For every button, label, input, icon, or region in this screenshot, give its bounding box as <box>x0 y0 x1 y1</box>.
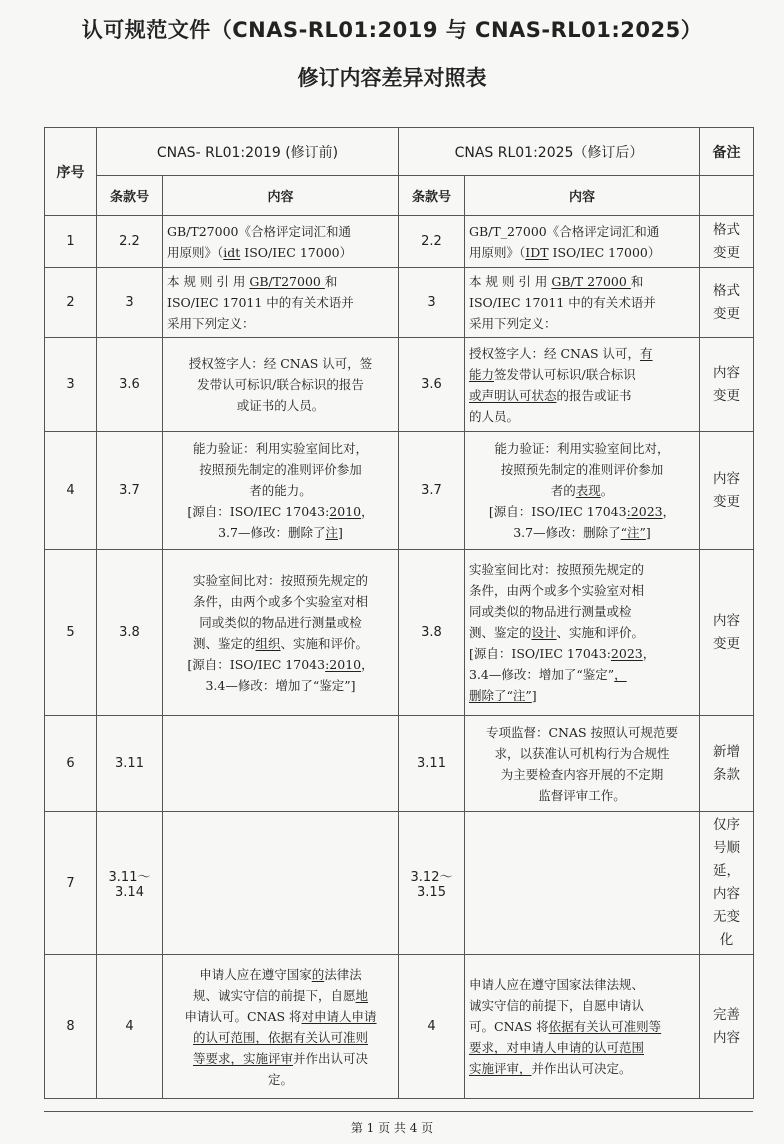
old-clause-number: 3.11～ 3.14 <box>97 812 163 955</box>
content-line <box>167 242 394 263</box>
content-line <box>469 1037 695 1058</box>
content-line <box>469 559 695 580</box>
content-line <box>167 438 394 459</box>
content-text: 测、鉴定的 <box>192 635 256 651</box>
comparison-table <box>44 127 754 1099</box>
changed-text: GB/T27000 <box>249 274 325 289</box>
content-line <box>167 612 394 633</box>
new-clause-number: 2.2 <box>399 216 465 268</box>
remark-cell: 新增条款 <box>700 716 754 812</box>
changed-text: 等要求，实施评审 <box>192 1050 293 1066</box>
content-text: ] <box>338 525 343 540</box>
content-line <box>469 974 695 995</box>
content-text: 的人员。 <box>469 408 520 424</box>
page-footer: 第 1 页 共 4 页 <box>350 1121 434 1135</box>
content-line <box>167 1069 394 1090</box>
old-clause-number: 3.7 <box>97 432 163 550</box>
header-old-clause: 条款号 <box>97 176 163 216</box>
changed-text: 删除了“注” <box>469 688 532 703</box>
content-line <box>167 221 394 242</box>
new-content <box>465 812 700 955</box>
content-text: 用原则》（ <box>469 244 526 260</box>
new-content <box>465 955 700 1099</box>
content-line <box>469 501 695 522</box>
changed-text: 注 <box>325 525 338 540</box>
content-line <box>469 292 695 313</box>
changed-text: :2010 <box>325 656 362 672</box>
old-content <box>163 550 399 716</box>
content-text: 、实施和评价。 <box>556 625 645 640</box>
new-content <box>465 716 700 812</box>
content-text: 3.7—修改：删除了 <box>513 525 621 540</box>
changed-text: 实施评审， <box>469 1061 532 1076</box>
changed-text: 的 <box>311 966 325 982</box>
content-text: 的报告或证书 <box>556 387 632 403</box>
changed-text: 能力 <box>469 366 495 382</box>
content-line <box>167 522 394 543</box>
content-text: [源自：ISO/IEC 17043 <box>488 504 627 519</box>
content-text: 定。 <box>267 1071 293 1087</box>
content-text: ] <box>645 525 651 540</box>
content-text: 和 <box>324 274 338 289</box>
content-line <box>469 601 695 622</box>
new-content <box>465 216 700 268</box>
header-old-content: 内容 <box>163 176 399 216</box>
content-line <box>469 764 695 785</box>
content-text: 求，以获准认可机构行为合规性 <box>494 745 670 761</box>
content-line <box>167 964 394 985</box>
content-text: 采用下列定义： <box>469 316 557 331</box>
changed-text: 2010 <box>329 504 362 519</box>
content-text: ] <box>531 688 537 703</box>
content-line <box>167 633 394 654</box>
changed-text: 设计 <box>531 625 557 640</box>
row-number: 8 <box>45 955 97 1099</box>
row-number: 3 <box>45 338 97 432</box>
table-row <box>45 812 754 955</box>
content-line <box>167 675 394 696</box>
content-line <box>469 438 695 459</box>
content-line <box>469 1058 695 1079</box>
content-line <box>469 406 695 427</box>
table-row <box>45 550 754 716</box>
content-text: 能力验证：利用实验室间比对， <box>192 441 368 456</box>
content-text: 测、鉴定的 <box>469 625 532 640</box>
content-line <box>469 522 695 543</box>
changed-text: 地 <box>355 987 369 1003</box>
header-remark: 备注 <box>700 128 754 176</box>
new-clause-number: 4 <box>399 955 465 1099</box>
changed-text: 2023 <box>610 646 643 661</box>
new-clause-number: 3.7 <box>399 432 465 550</box>
content-text: ， <box>361 656 374 672</box>
content-line <box>167 395 394 416</box>
content-text: 本 规 则 引 用 <box>167 274 250 289</box>
content-line <box>469 385 695 406</box>
content-text: 为主要检查内容开展的不定期 <box>500 766 664 782</box>
changed-text: GB/T 27000 <box>551 274 631 289</box>
content-text: 或证书的人员。 <box>236 398 325 413</box>
header-old-version: CNAS- RL01:2019 (修订前) <box>97 128 399 176</box>
document-title-line2: 修订内容差异对照表 <box>297 66 487 90</box>
content-text: 条件，由两个或多个实验室对相 <box>192 593 368 609</box>
content-text: 规、诚实守信的前提下，自愿 <box>192 987 356 1003</box>
remark-cell: 仅序号顺延，内容无变化 <box>700 812 754 955</box>
header-remark-empty <box>700 176 754 216</box>
remark-cell: 内容变更 <box>700 338 754 432</box>
content-text: 实验室间比对：按照预先规定的 <box>469 562 645 577</box>
content-line <box>469 995 695 1016</box>
content-line <box>469 459 695 480</box>
content-line <box>469 785 695 806</box>
changed-text: 或声明认可状态 <box>469 387 557 403</box>
content-line <box>469 271 695 292</box>
content-text: ， <box>662 504 676 519</box>
content-line <box>167 591 394 612</box>
content-text: ISO/IEC 17011 中的有关术语并 <box>469 295 656 310</box>
content-text: 本 规 则 引 用 <box>469 274 552 289</box>
remark-cell: 格式变更 <box>700 268 754 338</box>
row-number: 4 <box>45 432 97 550</box>
content-line <box>167 654 394 675</box>
content-text: 条件，由两个或多个实验室对相 <box>469 583 645 598</box>
content-text: 同或类似的物品进行测量或检 <box>199 614 362 630</box>
content-text: 签发带认可标识/联合标识 <box>494 366 636 382</box>
old-content <box>163 268 399 338</box>
new-clause-number: 3.11 <box>399 716 465 812</box>
table-row <box>45 268 754 338</box>
content-line <box>167 1048 394 1069</box>
new-clause-number: 3.12～ 3.15 <box>399 812 465 955</box>
changed-text: :2023 <box>626 504 663 519</box>
old-content <box>163 216 399 268</box>
content-line <box>469 313 695 334</box>
changed-text: 组织 <box>255 635 281 651</box>
changed-text: IDT <box>525 244 549 260</box>
table-row <box>45 955 754 1099</box>
content-text: 授权签字人：经 CNAS 认可， <box>469 345 641 361</box>
content-text: 实验室间比对：按照预先规定的 <box>192 572 368 588</box>
content-line <box>167 570 394 591</box>
new-content <box>465 268 700 338</box>
content-text: 3.4—修改：增加了“鉴定”] <box>205 677 356 693</box>
changed-text: 有 <box>640 345 653 361</box>
changed-text: 要求，对申请人申请的认可范围 <box>469 1040 645 1055</box>
content-text: ， <box>361 504 374 519</box>
content-text: 申请人应在遵守国家 <box>199 966 312 982</box>
remark-cell: 完善内容 <box>700 955 754 1099</box>
new-content <box>465 432 700 550</box>
content-line <box>167 271 394 292</box>
content-text: 者的能力。 <box>249 483 312 498</box>
old-clause-number: 3.11 <box>97 716 163 812</box>
content-line <box>167 353 394 374</box>
content-line <box>469 364 695 385</box>
table-row <box>45 338 754 432</box>
content-text: 者的 <box>550 483 576 498</box>
row-number: 5 <box>45 550 97 716</box>
content-line <box>167 374 394 395</box>
table-row <box>45 216 754 268</box>
content-text: GB/T27000《合格评定词汇和通 <box>167 223 351 239</box>
content-line <box>167 292 394 313</box>
content-text: 监督评审工作。 <box>538 787 626 803</box>
content-text: 。 <box>600 483 614 498</box>
content-line <box>469 685 695 706</box>
content-text: 申请人应在遵守国家法律法规、 <box>469 977 645 992</box>
content-text: 申请认可。CNAS 将 <box>184 1008 302 1024</box>
row-number: 6 <box>45 716 97 812</box>
content-text: GB/T_27000《合格评定词汇和通 <box>469 223 660 239</box>
content-line <box>469 664 695 685</box>
new-clause-number: 3.6 <box>399 338 465 432</box>
remark-cell: 格式变更 <box>700 216 754 268</box>
content-text: 用原则》（ <box>167 244 224 260</box>
content-line <box>167 480 394 501</box>
old-content <box>163 812 399 955</box>
content-line <box>167 1027 394 1048</box>
changed-text: 的认可范围，依据有关认可准则 <box>192 1029 368 1045</box>
content-text: 并作出认可决定。 <box>531 1061 632 1076</box>
content-line <box>469 1016 695 1037</box>
table-body <box>45 216 754 1099</box>
content-line <box>469 221 695 242</box>
content-text: 能力验证：利用实验室间比对， <box>494 441 670 456</box>
footer-divider <box>44 1111 753 1112</box>
content-text: [源自：ISO/IEC 17043 <box>187 656 326 672</box>
content-line <box>167 985 394 1006</box>
content-text: 诚实守信的前提下，自愿申请认 <box>469 998 645 1013</box>
changed-text: 对申请人申请 <box>301 1008 377 1024</box>
changed-text: 依据有关认可准则等 <box>548 1019 662 1034</box>
content-text: 按照预先制定的准则评价参加 <box>199 462 362 477</box>
content-text: [源自：ISO/IEC 17043: <box>187 504 330 519</box>
old-clause-number: 3.6 <box>97 338 163 432</box>
old-content <box>163 955 399 1099</box>
content-line <box>469 480 695 501</box>
content-text: 按照预先制定的准则评价参加 <box>500 462 664 477</box>
table-row <box>45 432 754 550</box>
content-text: ， <box>642 646 656 661</box>
content-text: 采用下列定义： <box>167 316 255 331</box>
content-line <box>167 313 394 334</box>
content-text: 和 <box>630 274 644 289</box>
old-clause-number: 4 <box>97 955 163 1099</box>
content-text: 3.4—修改：增加了“鉴定” <box>469 667 615 682</box>
old-content <box>163 432 399 550</box>
content-line <box>469 643 695 664</box>
content-text: 可。CNAS 将 <box>469 1019 549 1034</box>
content-line <box>167 1006 394 1027</box>
document-title-line1: 认可规范文件（CNAS-RL01:2019 与 CNAS-RL01:2025） <box>81 18 703 42</box>
content-text: ISO/IEC 17000） <box>548 244 661 260</box>
old-clause-number: 3.8 <box>97 550 163 716</box>
row-number: 2 <box>45 268 97 338</box>
content-text: 同或类似的物品进行测量或检 <box>469 604 632 619</box>
content-text: 发带认可标识/联合标识的报告 <box>197 377 364 392</box>
content-text: ISO/IEC 17011 中的有关术语并 <box>167 295 354 310</box>
content-text: 并作出认可决 <box>293 1050 369 1066</box>
content-text: 、实施和评价。 <box>280 635 369 651</box>
content-line <box>469 242 695 263</box>
new-clause-number: 3.8 <box>399 550 465 716</box>
old-clause-number: 3 <box>97 268 163 338</box>
content-line <box>469 622 695 643</box>
new-content <box>465 550 700 716</box>
content-line <box>167 459 394 480</box>
header-seq: 序号 <box>45 128 97 216</box>
content-text: 授权签字人：经 CNAS 认可，签 <box>188 356 373 371</box>
row-number: 7 <box>45 812 97 955</box>
row-number: 1 <box>45 216 97 268</box>
new-clause-number: 3 <box>399 268 465 338</box>
old-content <box>163 716 399 812</box>
content-line <box>469 722 695 743</box>
content-text: 3.7—修改：删除了 <box>218 525 326 540</box>
content-text: [源自：ISO/IEC 17043: <box>469 646 611 661</box>
remark-cell: 内容变更 <box>700 550 754 716</box>
content-line <box>167 501 394 522</box>
content-line <box>469 743 695 764</box>
changed-text: 表现 <box>575 483 601 498</box>
header-new-content: 内容 <box>465 176 700 216</box>
content-line <box>469 343 695 364</box>
new-content <box>465 338 700 432</box>
content-text: 专项监督：CNAS 按照认可规范要 <box>485 724 679 740</box>
old-clause-number: 2.2 <box>97 216 163 268</box>
table-row <box>45 716 754 812</box>
header-new-version: CNAS RL01:2025（修订后） <box>399 128 700 176</box>
changed-text: idt <box>223 244 241 260</box>
changed-text: ， <box>614 667 627 682</box>
header-new-clause: 条款号 <box>399 176 465 216</box>
content-line <box>469 580 695 601</box>
content-text: ISO/IEC 17000） <box>240 244 353 260</box>
old-content <box>163 338 399 432</box>
remark-cell: 内容变更 <box>700 432 754 550</box>
changed-text: “注” <box>620 525 646 540</box>
content-text: 法律法 <box>324 966 362 982</box>
